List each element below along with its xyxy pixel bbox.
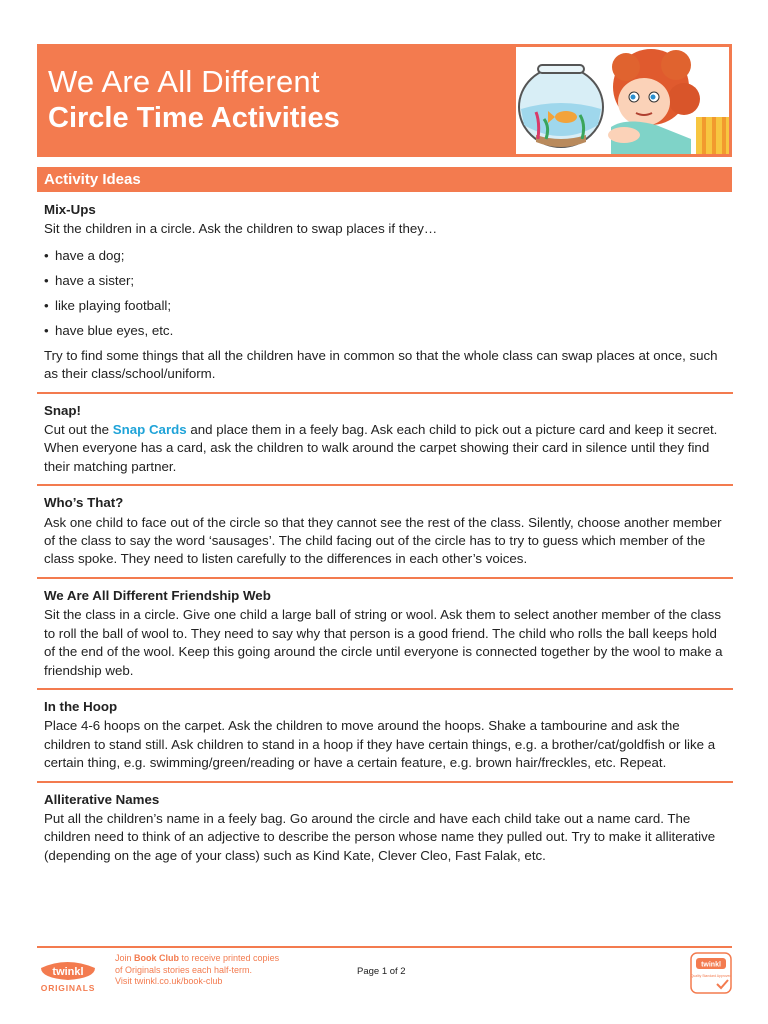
line1-rest: to receive printed copies — [179, 953, 280, 963]
activity-title: Mix-Ups — [44, 202, 96, 217]
activity-friendship-web — [44, 587, 726, 680]
activity-title: Who’s That? — [44, 495, 124, 511]
activity-text: Place 4-6 hoops on the carpet. Ask the children to move around the hoops. Shake a tambourine and ask the children to stand still. Ask children to stand in a hoop if they have certain things, e.g. a brother/cat/goldfish or like a certain thing, e.g. swimming/green/reading or have a certain feature, e.g. brown hair/freckles, etc. Repeat. — [44, 718, 716, 771]
activities-content — [44, 201, 726, 865]
divider — [37, 577, 733, 579]
divider — [37, 484, 733, 486]
badge-top-text: twinkl — [701, 961, 721, 969]
header-banner — [37, 44, 732, 157]
text-before-link: Cut out the — [44, 422, 113, 438]
book-club-text — [115, 953, 279, 988]
activity-text: Sit the class in a circle. Give one child a large ball of string or wool. Ask them to select another member of the class to roll the ball of wool to. They need to say why that person is a good friend. The child who rolls the ball keeps hold of the end of the wool. Keep this going around the circle until everyone is connected together by the wool to make a friendship web. — [44, 607, 723, 678]
activity-title: Snap! — [44, 402, 81, 418]
activity-in-the-hoop — [44, 698, 726, 773]
girl-fishbowl-illustration — [516, 47, 729, 154]
activity-title: Alliterative Names — [44, 791, 160, 807]
twinkl-originals-logo — [37, 954, 99, 994]
activity-text: Ask one child to face out of the circle so that they cannot see the rest of the class. Silently, choose another member of the class to say the word ‘sausages’. The child facing out of the circle has to try to guess which member of the class spoke. They need to listen carefully to the differences in each other’s voices. — [44, 514, 722, 567]
activity-alliterative-names — [44, 791, 726, 866]
activity-mixups — [44, 201, 726, 384]
join-text: Join — [115, 953, 135, 963]
activity-text — [44, 421, 726, 476]
divider — [37, 688, 733, 690]
activity-outro: Try to find some things that all the children have in common so that the whole class can swap places at once, such as their class/school/uniform. — [44, 347, 718, 382]
footer-line-2: of Originals stories each half-term. — [115, 964, 253, 975]
page-number: Page 1 of 2 — [357, 966, 406, 977]
bullet-list — [44, 247, 726, 340]
footer-line-1 — [115, 953, 279, 965]
text-after-link: and place them in a feely bag. Ask each child to pick out a picture card and keep it secret. When everyone has a card, ask the children to walk around the carpet showing their card in silence until they find their matching partner. — [44, 422, 718, 474]
list-item: • like playing football; — [44, 297, 726, 315]
list-item: • have a sister; — [44, 272, 726, 290]
activity-intro: Sit the children in a circle. Ask the children to swap places if they… — [44, 221, 438, 237]
list-item: • have blue eyes, etc. — [44, 322, 726, 340]
badge-text: Quality Standard Approved — [690, 974, 732, 978]
logo-bottom-text: ORIGINALS — [40, 983, 96, 993]
header-title-line2: Circle Time Activities — [48, 102, 340, 134]
quality-badge-icon — [690, 952, 732, 994]
activity-whos-that — [44, 494, 726, 569]
logo-top-text: twinkl — [52, 966, 84, 978]
snap-cards-link[interactable]: Snap Cards — [112, 422, 187, 438]
footer-divider — [37, 946, 732, 948]
activity-title: We Are All Different Friendship Web — [44, 587, 271, 603]
section-title-activity-ideas: Activity Ideas — [37, 167, 732, 192]
activity-snap — [44, 402, 726, 477]
divider — [37, 392, 733, 394]
header-title-line1: We Are All Different — [48, 64, 320, 99]
list-item: • have a dog; — [44, 247, 726, 265]
activity-title: In the Hoop — [44, 698, 118, 714]
book-club-label: Book Club — [134, 953, 180, 963]
divider — [37, 781, 733, 783]
footer-line-3[interactable]: Visit twinkl.co.uk/book-club — [115, 976, 223, 986]
activity-text: Put all the children’s name in a feely bag. Go around the circle and have each child take out a name card. The children need to think of an adjective to describe the person whose name they pulled out. Try to make it alliterative (depending on the age of your class) such as Kind Kate, Clever Cleo, Fast Falak, etc. — [44, 810, 716, 863]
